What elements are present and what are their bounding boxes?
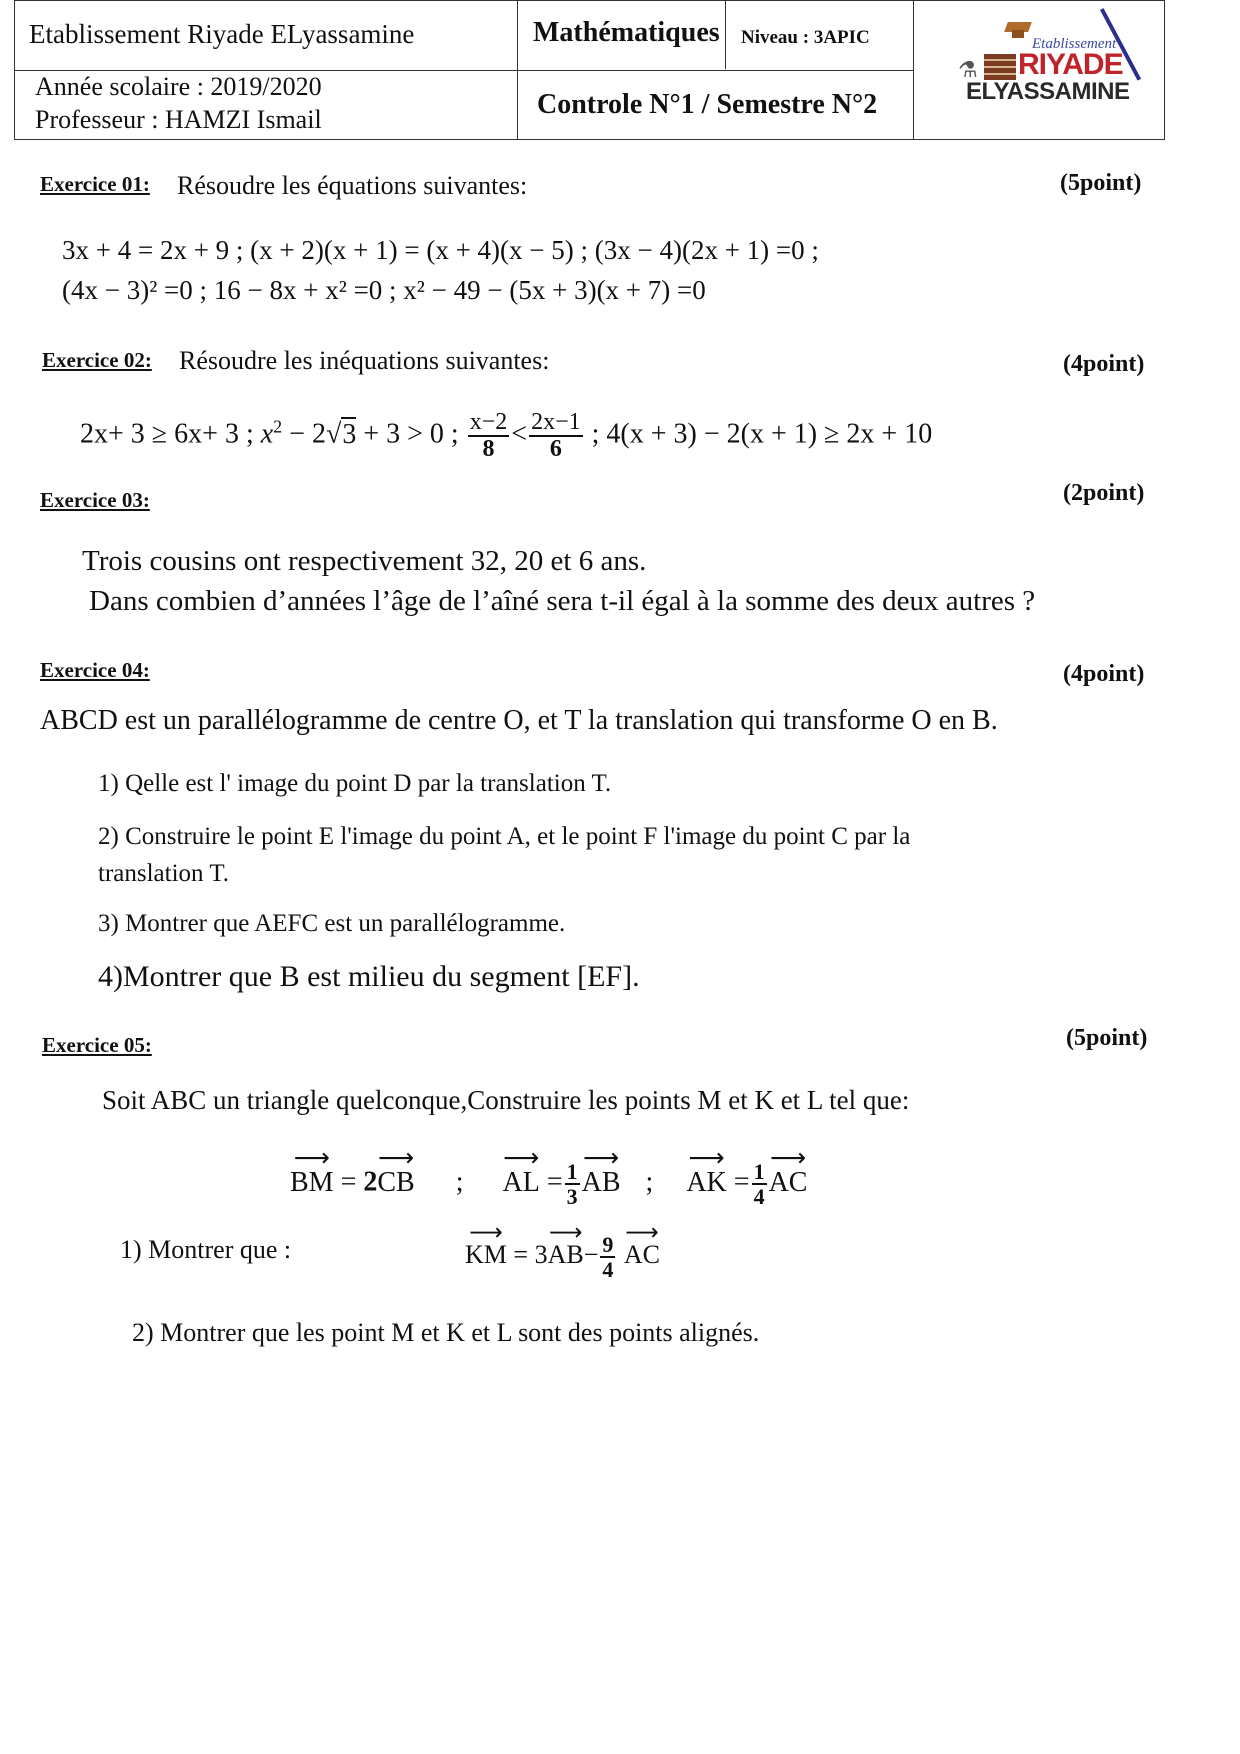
exercise-4-question-1: 1) Qelle est l' image du point D par la translation T. [98, 770, 612, 797]
exercise-2-points: (4point) [1063, 351, 1145, 377]
fraction-den: 8 [482, 436, 495, 463]
subject: Mathématiques [533, 17, 720, 48]
exercise-1-points: (5point) [1060, 170, 1142, 196]
exercise-5-vector-definitions [290, 1160, 807, 1208]
inequation-2-mid: − 2 [282, 418, 326, 450]
fraction-num: x−2 [468, 410, 510, 437]
vector-bm: ⟶ BM [290, 1167, 334, 1199]
exercise-3-line-1: Trois cousins ont respectivement 32, 20 et 6 ans. [82, 545, 647, 577]
exercise-2-instruction: Résoudre les inéquations suivantes: [179, 346, 550, 375]
vector-ak: ⟶ AK [686, 1167, 726, 1199]
fraction-den: 6 [549, 436, 562, 463]
logo-bottom-text: ELYASSAMINE [966, 78, 1130, 105]
books-icon [984, 54, 1016, 80]
fraction-den: 4 [602, 1257, 614, 1283]
fraction-9-4 [600, 1233, 615, 1281]
exponent: 2 [273, 416, 283, 437]
exercise-4-title: Exercice 04: [40, 658, 150, 682]
divider [913, 1, 914, 139]
exercise-4-question-3: 3) Montrer que AEFC est un parallélogramme. [98, 910, 566, 937]
vector-ab: ⟶ AB [582, 1167, 621, 1199]
inequation-4: ; 4(x + 3) − 2(x + 1) ≥ 2x + 10 [584, 418, 933, 450]
vector-al: ⟶ AL [503, 1167, 540, 1199]
school-name: Etablissement Riyade ELyassamine [29, 19, 415, 49]
inequation-2-end: + 3 > 0 ; [356, 418, 466, 450]
graduation-cap-base [1012, 30, 1024, 38]
sqrt-symbol: √ [325, 418, 342, 450]
microscope-icon: ⚗ [958, 58, 978, 83]
fraction-num: 1 [753, 1159, 765, 1184]
exercise-4-points: (4point) [1063, 661, 1145, 687]
exercise-5-question-1-label: 1) Montrer que : [120, 1235, 292, 1264]
level: Niveau : 3APIC [741, 27, 870, 48]
var-x: x [260, 418, 274, 450]
exercise-5-question-2: 2) Montrer que les point M et K et L sont des points alignés. [132, 1318, 760, 1347]
exercise-4-question-4: 4)Montrer que B est milieu du segment [EF]. [98, 960, 640, 993]
fraction-1-3 [565, 1160, 580, 1208]
exercise-4-question-2: 2) Construire le point E l'image du point A, et le point F l'image du point C par la [98, 823, 911, 850]
coefficient: 2 [363, 1166, 378, 1198]
less-than: < [511, 418, 528, 450]
separator: ; [645, 1166, 654, 1198]
sqrt-arg: 3 [342, 418, 357, 450]
exam-title: Controle N°1 / Semestre N°2 [537, 89, 878, 120]
equals: = [539, 1166, 563, 1198]
vector-ac: ⟶ AC [624, 1240, 660, 1270]
exercise-3-line-2: Dans combien d’années l’âge de l’aîné sera t-il égal à la somme des deux autres ? [89, 585, 1036, 617]
inequation-1: 2x+ 3 ≥ 6x+ 3 ; [80, 418, 261, 450]
fraction-2 [529, 410, 583, 462]
exercise-4-question-2-cont: translation T. [98, 860, 229, 887]
vector-cb: ⟶ CB [377, 1167, 414, 1199]
vector-km: ⟶ KM [465, 1240, 507, 1270]
exercise-1-equations-line-2: (4x − 3)² =0 ; 16 − 8x + x² =0 ; x² − 49 − (5x + 3)(x + 7) =0 [62, 275, 706, 305]
vector-ac: ⟶ AC [769, 1167, 808, 1199]
equals: = [726, 1166, 750, 1198]
fraction-den: 4 [753, 1184, 765, 1210]
exercise-3-points: (2point) [1063, 480, 1145, 506]
school-logo [940, 10, 1160, 130]
teacher: Professeur : HAMZI Ismail [35, 105, 322, 134]
minus: − [583, 1240, 599, 1270]
school-year: Année scolaire : 2019/2020 [35, 72, 322, 101]
exercise-1-equations-line-1: 3x + 4 = 2x + 9 ; (x + 2)(x + 1) = (x + 4)(x − 5) ; (3x − 4)(2x + 1) =0 ; [62, 235, 819, 265]
fraction-1 [468, 410, 510, 462]
exercise-4-intro: ABCD est un parallélogramme de centre O, et T la translation qui transforme O en B. [40, 705, 998, 736]
separator: ; [455, 1166, 464, 1198]
fraction-num: 2x−1 [529, 410, 583, 437]
equals: = [333, 1166, 364, 1198]
fraction-num: 1 [566, 1159, 578, 1184]
exercise-1-title: Exercice 01: [40, 172, 150, 196]
fraction-num: 9 [602, 1232, 614, 1257]
exercise-5-intro: Soit ABC un triangle quelconque,Construire les points M et K et L tel que: [102, 1085, 910, 1115]
fraction-1-4 [752, 1160, 767, 1208]
fraction-den: 3 [566, 1184, 578, 1210]
exercise-3-title: Exercice 03: [40, 488, 150, 512]
exercise-5-question-1-formula [465, 1233, 660, 1281]
equals-coef: = 3 [506, 1240, 548, 1270]
vector-ab: ⟶ AB [548, 1240, 584, 1270]
exercise-2-inequations [80, 410, 932, 462]
exercise-1-instruction: Résoudre les équations suivantes: [177, 171, 528, 200]
divider [725, 1, 726, 69]
exercise-5-points: (5point) [1066, 1025, 1148, 1051]
exercise-5-title: Exercice 05: [42, 1033, 152, 1057]
divider [15, 70, 913, 71]
logo-script-text: Etablissement [1032, 36, 1117, 52]
exercise-2-title: Exercice 02: [42, 348, 152, 372]
logo-main-text: RIYADE [1018, 48, 1123, 81]
